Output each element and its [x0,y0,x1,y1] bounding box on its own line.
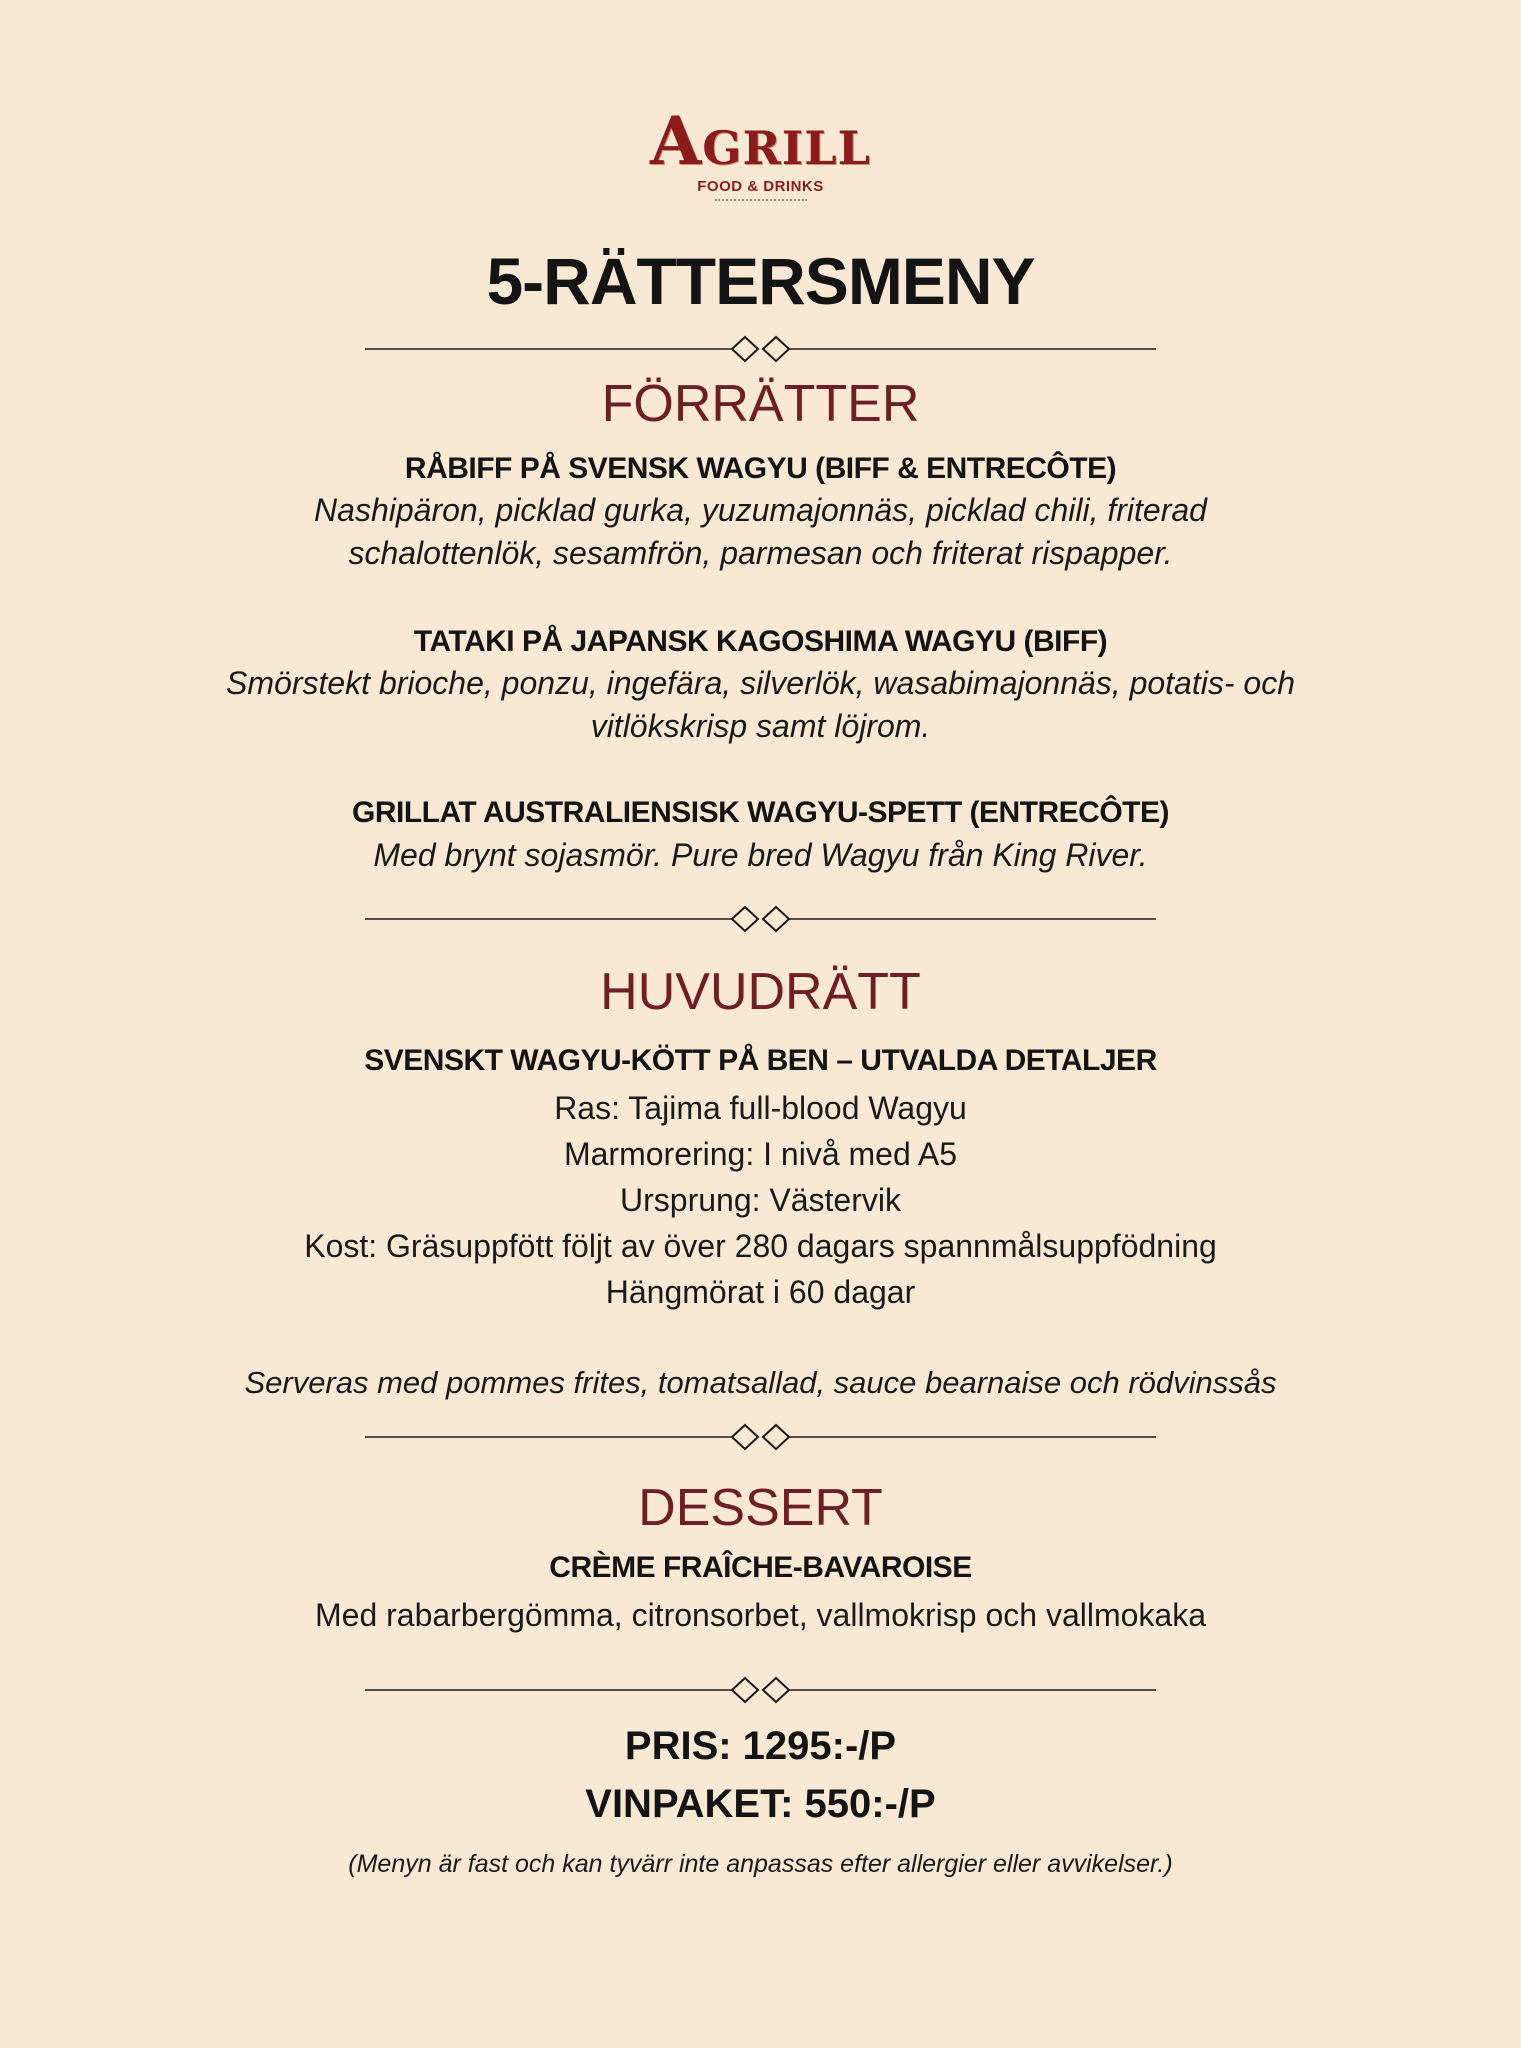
served-with-note: Serveras med pommes frites, tomatsallad, sauce bearnaise och rödvinssås [244,1365,1277,1400]
dish-description-line: Smörstekt brioche, ponzu, ingefära, silverlök, wasabimajonnäs, potatis- och [226,665,1295,701]
divider-ornament [365,904,1156,934]
dish-description-line: vitlökskrisp samt löjrom. [590,708,931,744]
logo-dotted-rule [715,199,807,201]
divider-ornament [365,1422,1156,1452]
section-heading-starters: FÖRRÄTTER [601,375,920,433]
dish-description: Med rabarbergömma, citronsorbet, vallmokrisp och vallmokaka [314,1597,1206,1633]
dish-description [180,489,1341,575]
section-heading-dessert: DESSERT [638,1479,883,1537]
dish-description-line: schalottenlök, sesamfrön, parmesan och friterat rispapper. [348,535,1173,571]
dish-title: GRILLAT AUSTRALIENSISK WAGYU-SPETT (ENTRECÔTE) [352,796,1169,829]
dish-title: SVENSKT WAGYU-KÖTT PÅ BEN – UTVALDA DETALJER [364,1044,1157,1077]
detail-line: Hängmörat i 60 dagar [605,1274,916,1310]
divider-ornament [365,1675,1156,1705]
detail-line: Ursprung: Västervik [620,1182,901,1218]
dish-title: RÅBIFF PÅ SVENSK WAGYU (BIFF & ENTRECÔTE) [404,452,1117,485]
dish-title: CRÈME FRAÎCHE-BAVAROISE [549,1551,972,1584]
detail-line: Marmorering: I nivå med A5 [563,1136,958,1172]
detail-line: Kost: Gräsuppfött följt av över 280 dagars spannmålsuppfödning [304,1228,1217,1264]
wine-package-price: VINPAKET: 550:-/P [585,1782,936,1826]
allergy-note: (Menyn är fast och kan tyvärr inte anpassas efter allergier eller avvikelser.) [348,1850,1173,1878]
divider-ornament [365,334,1156,364]
logo-tagline: FOOD & DRINKS [697,178,824,195]
logo-wordmark: AGRILL [650,102,871,180]
section-heading-main-course: HUVUDRÄTT [600,963,921,1021]
page-title: 5-RÄTTERSMENY [486,244,1035,318]
dish-description-line: Med brynt sojasmör. Pure bred Wagyu från King River. [373,837,1148,873]
dish-description [180,662,1341,748]
logo [0,102,1521,201]
dish-description-line: Nashipäron, picklad gurka, yuzumajonnäs, picklad chili, friterad [314,492,1207,528]
dish-description [180,834,1341,877]
dish-title: TATAKI PÅ JAPANSK KAGOSHIMA WAGYU (BIFF) [413,625,1108,658]
detail-line: Ras: Tajima full-blood Wagyu [554,1090,967,1126]
price: PRIS: 1295:-/P [624,1724,897,1768]
